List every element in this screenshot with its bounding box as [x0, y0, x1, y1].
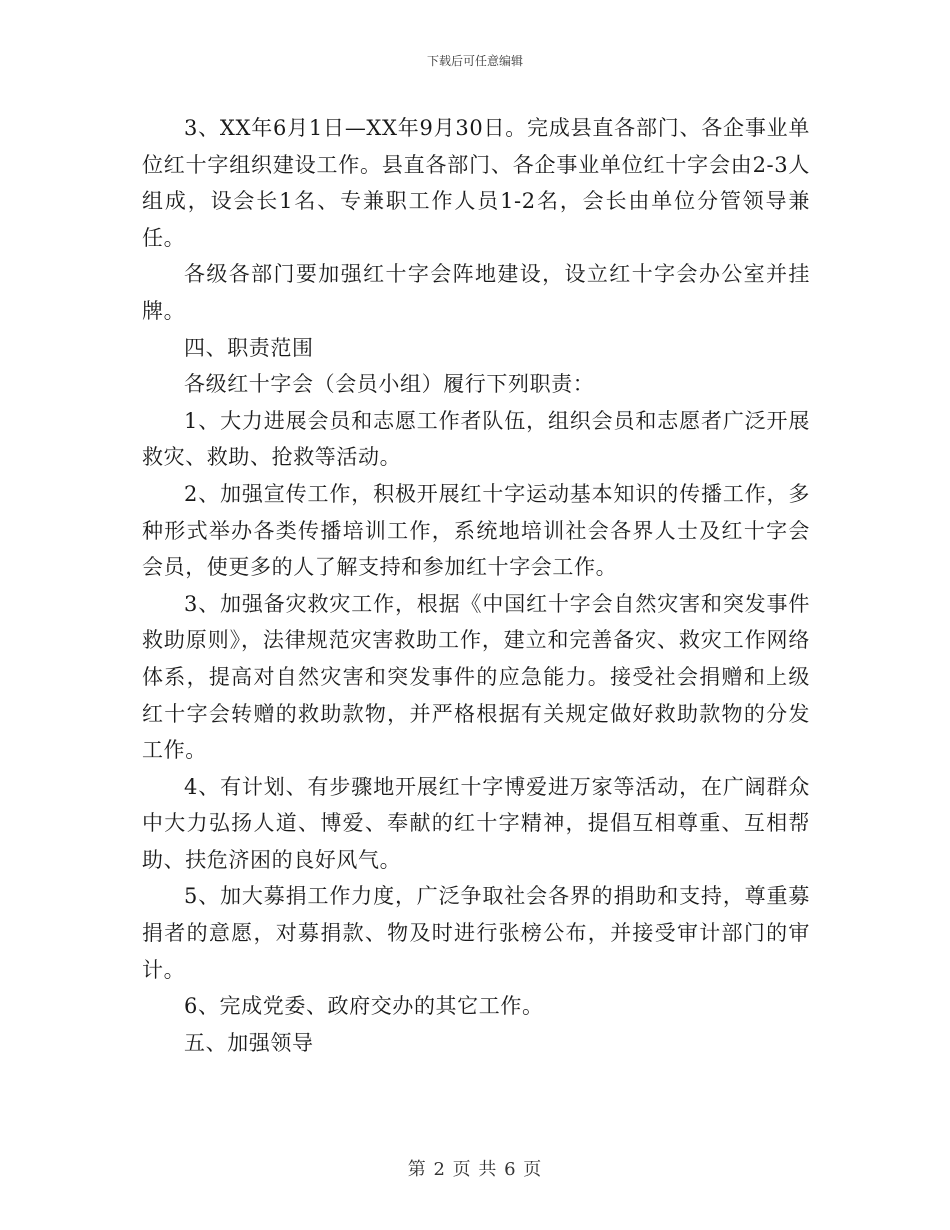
section-heading-5: 五、加强领导: [184, 1030, 314, 1055]
duty-item-2: 2、加强宣传工作，积极开展红十字运动基本知识的传播工作，多种形式举办各类传播培训工作，系统地培训社会各界人士及红十字会会员，使更多的人了解支持和参加红十字会工作。: [142, 481, 810, 580]
duty-item-4: 4、有计划、有步骤地开展红十字博爱进万家等活动，在广阔群众中大力弘扬人道、博爱、奉献的红十字精神，提倡互相尊重、互相帮助、扶危济困的良好风气。: [142, 774, 810, 872]
page-number: 第 2 页 共 6 页: [407, 1159, 543, 1180]
duty-item-3: 3、加强备灾救灾工作，根据《中国红十字会自然灾害和突发事件救助原则》，法律规范灾害救助工作，建立和完善备灾、救灾工作网络体系，提高对自然灾害和突发事件的应急能力。接受社会捐赠和上级红十字会转赠的救助款物，并严格根据有关规定做好救助款物的分发工作。: [142, 591, 810, 763]
duty-item-6: 6、完成党委、政府交办的其它工作。: [184, 994, 544, 1019]
paragraph-1: 3、XX年6月1日—XX年9月30日。完成县直各部门、各企事业单位红十字组织建设工作。县直各部门、各企事业单位红十字会由2-3人组成，设会长1名、专兼职工作人员1-2名，会长由单位分管领导兼任。: [142, 116, 810, 250]
page-header-note: 下载后可任意编辑: [426, 54, 523, 68]
document-body: [142, 110, 810, 1061]
section-heading-4: 四、职责范围: [184, 335, 314, 360]
paragraph-2: 各级各部门要加强红十字会阵地建设，设立红十字会办公室并挂牌。: [142, 262, 810, 323]
paragraph-3: 各级红十字会（会员小组）履行下列职责：: [184, 372, 595, 397]
duty-item-1: 1、大力进展会员和志愿工作者队伍，组织会员和志愿者广泛开展救灾、救助、抢救等活动。: [142, 408, 810, 470]
duty-item-5: 5、加大募捐工作力度，广泛争取社会各界的捐助和支持，尊重募捐者的意愿，对募捐款、物及时进行张榜公布，并接受审计部门的审计。: [142, 884, 810, 982]
